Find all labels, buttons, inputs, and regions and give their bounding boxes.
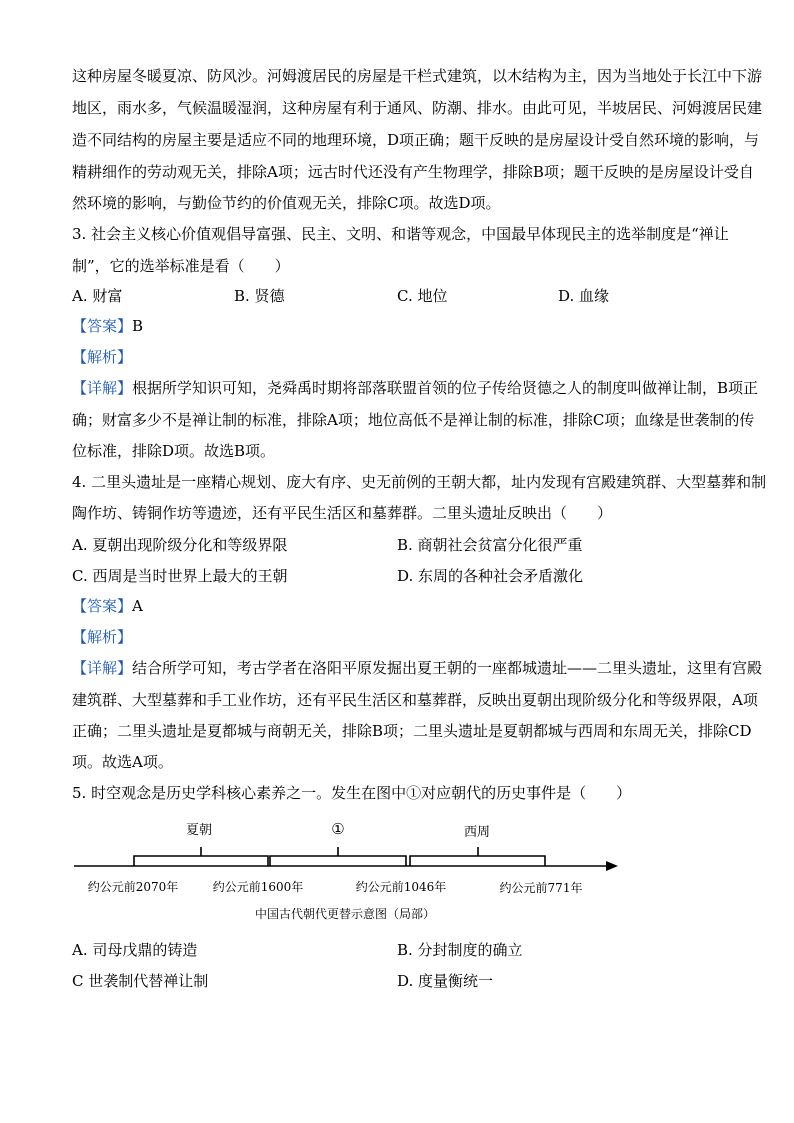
intro-line: 造不同结构的房屋主要是适应不同的地理环境，D项正确；题干反映的是房屋设计受自然环境的影响，与: [72, 131, 760, 149]
period-label-unknown: ①: [331, 820, 345, 838]
q5-option-b: B. 分封制度的确立: [397, 941, 523, 959]
timeline-bracket-western-zhou: [410, 847, 545, 866]
date-label: 约公元前2070年: [87, 880, 179, 894]
answer-value: A: [132, 597, 143, 615]
detail-tag: 【详解】: [72, 379, 133, 397]
q4-detail-line: 建筑群、大型墓葬和手工业作坊，还有平民生活区和墓葬群，反映出夏朝出现阶级分化和等级界限，A项: [72, 691, 758, 709]
intro-line: 地区，雨水多，气候温暖湿润，这种房屋有利于通风、防潮、排水。由此可见，半坡居民、河姆渡居民建: [72, 99, 763, 117]
q4-option-b: B. 商朝社会贫富分化很严重: [397, 536, 583, 554]
answer-value: B: [132, 317, 144, 335]
answer-tag: 【答案】: [72, 597, 133, 615]
analysis-tag: 【解析】: [72, 628, 133, 646]
q4-stem: 4. 二里头遗址是一座精心规划、庞大有序、史无前例的王朝大都，址内发现有宫殿建筑群、大型墓葬和制: [72, 473, 767, 491]
figure-caption: 中国古代朝代更替示意图（局部）: [254, 907, 436, 921]
q3-detail-line: 位标准，排除D项。故选B项。: [72, 442, 276, 460]
intro-line: 然环境的影响，与勤俭节约的价值观无关，排除C项。故选D项。: [72, 194, 501, 212]
detail-text: 结合所学可知，考古学者在洛阳平原发掘出夏王朝的一座都城遗址——二里头遗址，这里有宫殿: [132, 659, 763, 677]
q3-option-a: A. 财富: [72, 287, 123, 305]
q4-detail-line: 正确；二里头遗址是夏都城与商朝无关，排除B项；二里头遗址是夏朝都城与西周和东周无关，排除CD: [72, 722, 752, 740]
q3-analysis-tag: [72, 347, 132, 367]
analysis-tag: 【解析】: [72, 348, 133, 366]
date-label: 约公元前1600年: [212, 880, 304, 894]
intro-line: 这种房屋冬暖夏凉、防风沙。河姆渡居民的房屋是干栏式建筑，以木结构为主，因为当地处于长江中下游: [72, 67, 763, 85]
q4-answer: [72, 596, 143, 616]
q4-analysis-tag: [72, 627, 132, 647]
detail-tag: 【详解】: [72, 659, 133, 677]
dynasty-timeline-figure: [0, 812, 794, 927]
q4-option-a: A. 夏朝出现阶级分化和等级界限: [72, 536, 288, 554]
q4-option-d: D. 东周的各种社会矛盾激化: [397, 567, 584, 585]
detail-text: 根据所学知识可知，尧舜禹时期将部落联盟首领的位子传给贤德之人的制度叫做禅让制，B项正: [132, 379, 759, 397]
q4-detail-line: [72, 658, 762, 678]
q5-stem: 5. 时空观念是历史学科核心素养之一。发生在图中①对应朝代的历史事件是（ ）: [72, 784, 632, 802]
q4-detail-line: 项。故选A项。: [72, 753, 173, 771]
intro-line: 精耕细作的劳动观无关，排除A项；远古时代还没有产生物理学，排除B项；题干反映的是房屋设计受自: [72, 163, 754, 181]
q3-detail-line: [72, 378, 758, 398]
q5-option-a: A. 司母戊鼎的铸造: [72, 941, 198, 959]
q3-stem: 制”，它的选举标准是看（ ）: [72, 257, 290, 275]
timeline-bracket-period-1: [270, 847, 406, 866]
date-label: 约公元前771年: [499, 881, 583, 895]
q5-option-d: D. 度量衡统一: [397, 972, 494, 990]
q3-option-d: D. 血缘: [558, 287, 610, 305]
period-label-western-zhou: 西周: [463, 825, 491, 840]
q3-detail-line: 确；财富多少不是禅让制的标准，排除A项；地位高低不是禅让制的标准，排除C项；血缘是世袭制的传: [72, 411, 755, 429]
answer-tag: 【答案】: [72, 317, 133, 335]
q5-option-c: C 世袭制代替禅让制: [72, 972, 209, 990]
q4-stem: 陶作坊、铸铜作坊等遗迹，还有平民生活区和墓葬群。二里头遗址反映出（ ）: [72, 504, 613, 522]
q3-option-c: C. 地位: [397, 287, 448, 305]
date-label: 约公元前1046年: [355, 880, 447, 894]
period-label-xia: 夏朝: [185, 823, 213, 838]
timeline-bracket-xia: [134, 847, 268, 866]
q3-answer: [72, 316, 143, 336]
q3-stem: 3. 社会主义核心价值观倡导富强、民主、文明、和谐等观念，中国最早体现民主的选举制度是“禅让: [72, 225, 729, 243]
q4-option-c: C. 西周是当时世界上最大的王朝: [72, 567, 288, 585]
q3-option-b: B. 贤德: [234, 287, 285, 305]
timeline-arrowhead: [606, 861, 618, 871]
